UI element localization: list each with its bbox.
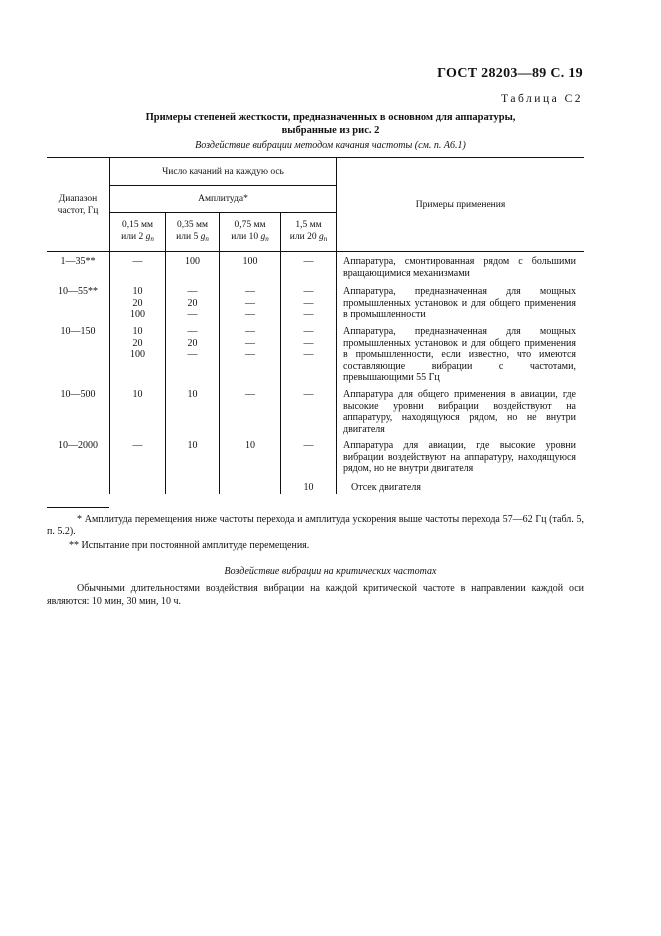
row2-amp1 <box>110 286 165 321</box>
amp-header-1-sub: n <box>150 235 154 243</box>
row2-amp4-line3: — <box>303 309 314 320</box>
row3-amp1-line2: 20 <box>132 337 143 349</box>
row2-freq: 10—55** <box>58 286 98 297</box>
amplitude-rule <box>109 212 336 213</box>
row5-amp3: 10 <box>245 440 255 451</box>
table-subtitle: Воздействие вибрации методом качания частоты (см. п. А6.1) <box>195 140 466 151</box>
amp-header-3-pre: или 10 <box>231 232 261 242</box>
row3-amp3-line3: — <box>245 349 255 360</box>
amp-header-4-sub: n <box>323 235 328 243</box>
row4-amp4: — <box>303 389 314 400</box>
row2-amp1-line2: 20 <box>132 297 143 309</box>
amp-header-3-sub: n <box>265 235 269 243</box>
row3-amp2 <box>166 326 219 361</box>
amp-header-4-pre: или 20 <box>289 232 319 242</box>
amp-header-4 <box>281 219 336 245</box>
col-header-examples: Примеры применения <box>415 200 506 210</box>
amp-header-4-g: g <box>318 232 324 242</box>
amp-header-2-g: g <box>200 232 206 242</box>
row1-freq: 1—35** <box>60 256 96 267</box>
row3-freq: 10—150 <box>60 326 96 337</box>
col-header-sweeps: Число качаний на каждую ось <box>162 167 284 177</box>
row1-amp2: 100 <box>185 256 200 267</box>
row4-application: Аппаратура для общего применения в авиации, где высокие уровни вибрации воздействуют на аппаратуру, находящуюся рядом, но не внутри двигателя <box>343 389 576 435</box>
page-header: ГОСТ 28203—89 С. 19 <box>437 66 583 81</box>
amp-header-2-sub: n <box>205 235 209 243</box>
col-header-frequency-line2: частот, Гц <box>57 206 99 216</box>
row2-amp4-line2: — <box>303 297 314 309</box>
col-header-frequency <box>47 193 109 217</box>
amp-header-2-accel <box>166 231 219 245</box>
footnote-1: * Амплитуда перемещения ниже частоты перехода и амплитуда ускорения выше частоты перехода 57—62 Гц (табл. 5, п. 5.2). <box>47 514 584 537</box>
amp-header-3-accel <box>220 231 280 245</box>
amp-header-1-pre: или 2 <box>121 232 146 242</box>
row2-amp3 <box>220 286 280 321</box>
row3-amp4-line2: — <box>303 337 314 349</box>
footnote-rule <box>47 507 109 508</box>
amp-header-1-value: 0,15 мм <box>121 220 154 230</box>
row3-application: Аппаратура, предназначенная для мощных промышленных установок и для общего применения в промышленности, если известно, что имеются составляющие вибрации с частотами, превышающими 55 Гц <box>343 326 576 383</box>
row6-application: Отсек двигателя <box>351 482 421 493</box>
row4-amp3: — <box>245 389 255 400</box>
amp-header-2-pre: или 5 <box>176 232 201 242</box>
amp-header-3 <box>220 219 280 245</box>
table-title-line1: Примеры степеней жесткости, предназначенных в основном для аппаратуры, <box>145 112 516 123</box>
header-bottom-rule <box>47 251 584 252</box>
row1-application: Аппаратура, смонтированная рядом с большими вращающимися механизмами <box>343 256 576 279</box>
row2-amp4 <box>281 286 336 321</box>
table-label: Таблица С2 <box>501 93 583 105</box>
row4-amp2: 10 <box>187 389 198 400</box>
sweeps-rule <box>109 185 336 186</box>
amp-header-1-g: g <box>145 232 151 242</box>
row2-amp3-line1: — <box>245 286 255 297</box>
amp-header-2 <box>166 219 219 245</box>
row2-amp2-line2: 20 <box>187 297 198 309</box>
amp-header-4-accel <box>281 231 336 245</box>
row3-amp3-line1: — <box>245 326 255 337</box>
row3-amp1 <box>110 326 165 361</box>
row3-amp2-line1: — <box>187 326 198 337</box>
row2-amp1-line3: 100 <box>130 309 145 320</box>
row4-amp1: 10 <box>132 389 143 400</box>
amp-header-2-value: 0,35 мм <box>176 220 209 230</box>
row5-amp4: — <box>303 440 314 451</box>
row3-amp4-line3: — <box>303 349 314 360</box>
row2-amp2-line1: — <box>187 286 198 297</box>
row2-application: Аппаратура, предназначенная для мощных промышленных установок и для общего применения в промышленности <box>343 286 576 320</box>
row3-amp1-line1: 10 <box>132 326 143 337</box>
amp-header-3-value: 0,75 мм <box>234 220 266 230</box>
row1-amp4: — <box>303 256 314 267</box>
row2-amp2-line3: — <box>187 309 198 320</box>
row2-amp3-line2: — <box>245 297 255 309</box>
row2-amp2 <box>166 286 219 321</box>
row3-amp2-line2: 20 <box>187 337 198 349</box>
row5-application: Аппаратура для авиации, где высокие уровни вибрации воздействуют на аппаратуру, находящуюся рядом, но не внутри двигателя <box>343 440 576 474</box>
row3-amp3 <box>220 326 280 361</box>
row1-amp3: 100 <box>242 256 258 267</box>
row3-amp4-line1: — <box>303 326 314 337</box>
row2-amp1-line1: 10 <box>132 286 143 297</box>
table-title-line2: выбранные из рис. 2 <box>281 125 380 136</box>
col-header-frequency-line1: Диапазон <box>58 194 98 204</box>
row5-amp2: 10 <box>187 440 198 451</box>
row2-amp3-line3: — <box>245 309 255 320</box>
col-header-amplitude: Амплитуда* <box>198 194 248 204</box>
row1-amp1: — <box>132 256 143 267</box>
amp-header-3-g: g <box>260 232 266 242</box>
amp-header-1 <box>110 219 165 245</box>
amp-header-4-value: 1,5 мм <box>295 220 322 230</box>
row3-amp4 <box>281 326 336 361</box>
row5-amp1: — <box>132 440 143 451</box>
row5-freq: 10—2000 <box>58 440 98 451</box>
table-title <box>0 111 661 137</box>
section-paragraph: Обычными длительностями воздействия вибрации на каждой критической частоте в направлении каждой оси являются: 10 мин, 30 мин, 10 ч. <box>47 583 584 607</box>
row3-amp2-line3: — <box>187 349 198 360</box>
amp-header-1-accel <box>110 231 165 245</box>
footnote-2: ** Испытание при постоянной амплитуде перемещения. <box>69 540 310 551</box>
section-heading: Воздействие вибрации на критических частотах <box>224 566 437 577</box>
row4-freq: 10—500 <box>60 389 96 400</box>
row3-amp3-line2: — <box>245 337 255 349</box>
table-top-rule <box>47 157 584 158</box>
row3-amp1-line3: 100 <box>130 349 145 360</box>
row2-amp4-line1: — <box>303 286 314 297</box>
row6-amp4: 10 <box>303 482 314 493</box>
